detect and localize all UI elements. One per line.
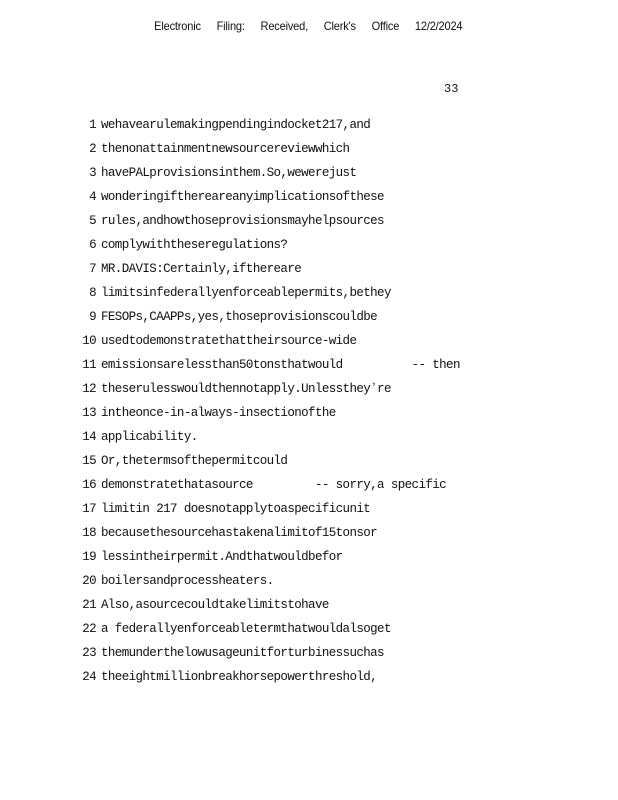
line-number: 18 — [82, 526, 96, 540]
line-text: applicability. — [101, 430, 198, 444]
line-text: becausethesourcehastakenalimitof15tonsor — [101, 526, 378, 540]
line-number: 22 — [82, 622, 96, 636]
line-text: complywiththeseregulations? — [101, 238, 288, 252]
line-number: 8 — [89, 286, 96, 300]
line-number: 14 — [82, 430, 96, 444]
line-number: 23 — [82, 646, 96, 660]
line-number: 3 — [89, 166, 96, 180]
line-text: limitsinfederallyenforceablepermits,bethey — [101, 286, 391, 300]
line-number: 20 — [82, 574, 96, 588]
header-word: Received, — [260, 19, 308, 33]
line-text: wehavearulemakingpendingindocket217,and — [101, 118, 371, 132]
line-number: 17 — [82, 502, 96, 516]
line-number: 19 — [82, 550, 96, 564]
line-text: FESOPs,CAAPPs,yes,thoseprovisionscouldbe — [101, 310, 378, 324]
line-number: 24 — [82, 670, 96, 684]
line-text: emissionsarelessthan50tonsthatwould -- then — [101, 358, 460, 372]
line-text: havePALprovisionsinthem.So,wewerejust — [101, 166, 357, 180]
line-number: 7 — [89, 262, 96, 276]
header-word: Clerk's — [323, 19, 356, 33]
line-text: Also,asourcecouldtakelimitstohave — [101, 598, 329, 612]
header-date: 12/2/2024 — [414, 19, 463, 33]
line-number: 21 — [82, 598, 96, 612]
line-number: 15 — [82, 454, 96, 468]
filing-header — [24, 19, 593, 33]
line-text: theserulesswouldthennotapply.Unlesstheyʼre — [101, 382, 391, 396]
line-text: boilersandprocessheaters. — [101, 574, 274, 588]
line-text: MR.DAVIS:Certainly,ifthereare — [101, 262, 302, 276]
header-word: Filing: — [216, 19, 245, 33]
line-text: usedtodemonstratethattheirsource-wide — [101, 334, 357, 348]
header-word: Electronic — [154, 19, 201, 33]
line-number: 2 — [89, 142, 96, 156]
line-number: 12 — [82, 382, 96, 396]
line-text: demonstratethatasource -- sorry,a specific — [101, 478, 447, 492]
line-number: 11 — [82, 358, 96, 372]
line-text: wonderingifthereareanyimplicationsofthese — [101, 190, 384, 204]
line-number: 13 — [82, 406, 96, 420]
line-text: a federallyenforceabletermthatwouldalsoget — [101, 622, 391, 636]
line-text: lessintheirpermit.Andthatwouldbefor — [101, 550, 343, 564]
line-number: 16 — [82, 478, 96, 492]
line-text: themunderthelowusageunitforturbinessuchas — [101, 646, 384, 660]
line-text: rules,andhowthoseprovisionsmayhelpsources — [101, 214, 384, 228]
line-number: 6 — [89, 238, 96, 252]
line-number: 1 — [89, 118, 96, 132]
line-text: Or,thetermsofthepermitcould — [101, 454, 288, 468]
header-word: Office — [371, 19, 400, 33]
page-number: 33 — [444, 82, 459, 96]
line-number: 9 — [89, 310, 96, 324]
line-text: thenonattainmentnewsourcereviewwhich — [101, 142, 350, 156]
line-number: 5 — [89, 214, 96, 228]
line-text: intheonce-in-always-insectionofthe — [101, 406, 336, 420]
line-number: 4 — [89, 190, 96, 204]
line-text: theeightmillionbreakhorsepowerthreshold, — [101, 670, 378, 684]
line-text: limitin 217 doesnotapplytoaspecificunit — [101, 502, 371, 516]
line-number: 10 — [82, 334, 96, 348]
